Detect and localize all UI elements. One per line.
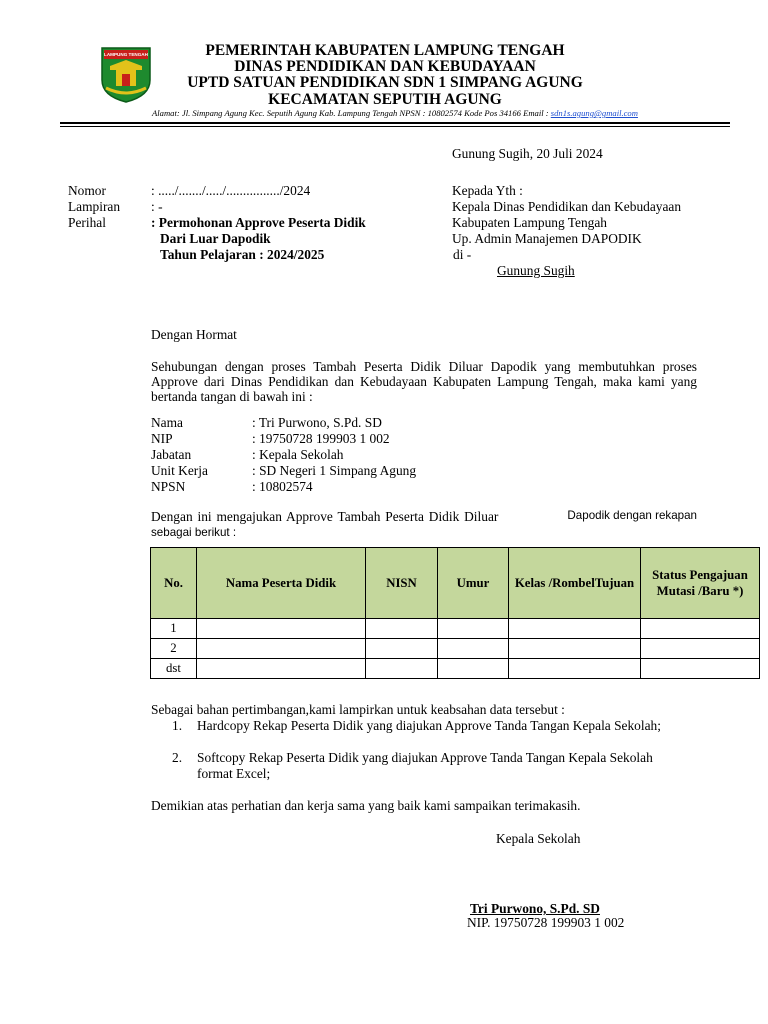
row-number: 1 (151, 619, 197, 639)
table-cell[interactable] (366, 619, 438, 639)
table-cell[interactable] (366, 659, 438, 679)
recipient-line-5: di - (453, 247, 472, 262)
date-line: Gunung Sugih, 20 Juli 2024 (452, 146, 603, 161)
header-nama: Nama Peserta Didik (197, 548, 366, 619)
table-cell[interactable] (641, 639, 760, 659)
lampiran-label: Lampiran (68, 199, 121, 214)
identity-value-nama: : Tri Purwono, S.Pd. SD (252, 415, 382, 430)
attachment-text: Softcopy Rekap Peserta Didik yang diajukan Approve Tanda Tangan Kepala Sekolah format Excel; (197, 750, 653, 781)
student-table (150, 547, 760, 679)
identity-value-npsn: : 10802574 (252, 479, 313, 494)
attachment-intro: Sebagai bahan pertimbangan,kami lampirkan untuk keabsahan data tersebut : (151, 702, 565, 717)
logo-caption: LAMPUNG TENGAH (104, 52, 148, 57)
identity-label-unit: Unit Kerja (151, 463, 208, 478)
signature-name: Tri Purwono, S.Pd. SD (470, 901, 600, 916)
recipient-line-6: Gunung Sugih (497, 263, 575, 278)
table-cell[interactable] (641, 619, 760, 639)
header-address (60, 108, 730, 118)
recipient-line-2: Kepala Dinas Pendidikan dan Kebudayaan (452, 199, 682, 214)
header-line-2: DINAS PENDIDIKAN DAN KEBUDAYAAN (234, 58, 536, 75)
signature-nip: NIP. 19750728 199903 1 002 (467, 915, 625, 930)
identity-label-jabatan: Jabatan (151, 447, 192, 462)
table-cell[interactable] (438, 619, 509, 639)
header-divider (60, 122, 730, 127)
attachment-number: 2. (172, 750, 183, 765)
header-nisn: NISN (366, 548, 438, 619)
attachment-number: 1. (172, 718, 183, 733)
header-status: Status Pengajuan Mutasi /Baru *) (641, 548, 760, 619)
perihal-value-1: : Permohonan Approve Peserta Didik (151, 215, 366, 230)
table-row (151, 659, 760, 679)
perihal-label: Perihal (68, 215, 106, 230)
recipient-line-1: Kepada Yth : (452, 183, 523, 198)
table-cell[interactable] (197, 639, 366, 659)
identity-value-jabatan: : Kepala Sekolah (252, 447, 344, 462)
header-kelas: Kelas /RombelTujuan (509, 548, 641, 619)
request-paragraph-1 (151, 509, 697, 525)
attachment-text: Hardcopy Rekap Peserta Didik yang diajukan Approve Tanda Tangan Kepala Sekolah; (197, 718, 661, 733)
table-cell[interactable] (197, 619, 366, 639)
header-umur: Umur (438, 548, 509, 619)
table-cell[interactable] (509, 639, 641, 659)
perihal-value-2: Dari Luar Dapodik (160, 231, 271, 246)
request-text-sans: Dapodik dengan rekapan (567, 509, 697, 522)
address-text: Alamat: Jl. Simpang Agung Kec. Seputih Agung Kab. Lampung Tengah NPSN : 10802574 Kode Pos 34166 Email : (152, 108, 549, 118)
recipient-line-4: Up. Admin Manajemen DAPODIK (452, 231, 642, 246)
identity-label-nip: NIP (151, 431, 173, 446)
table-cell[interactable] (366, 639, 438, 659)
table-header-row (151, 548, 760, 619)
nomor-value: : ...../......./...../................/2024 (151, 183, 311, 198)
greeting: Dengan Hormat (151, 327, 237, 342)
signature-title: Kepala Sekolah (496, 831, 581, 846)
header-line-4: KECAMATAN SEPUTIH AGUNG (268, 91, 502, 108)
identity-label-npsn: NPSN (151, 479, 186, 494)
row-number: dst (151, 659, 197, 679)
table-cell[interactable] (509, 659, 641, 679)
request-paragraph-2: sebagai berikut : (151, 526, 237, 539)
table-cell[interactable] (509, 619, 641, 639)
perihal-value-3: Tahun Pelajaran : 2024/2025 (160, 247, 325, 262)
identity-label-nama: Nama (151, 415, 183, 430)
email-link[interactable]: sdn1s.agung@gmail.com (550, 108, 638, 118)
header-line-3: UPTD SATUAN PENDIDIKAN SDN 1 SIMPANG AGUNG (187, 74, 583, 91)
row-number: 2 (151, 639, 197, 659)
nomor-label: Nomor (68, 183, 106, 198)
table-cell[interactable] (438, 639, 509, 659)
table-cell[interactable] (197, 659, 366, 679)
recipient-line-3: Kabupaten Lampung Tengah (452, 215, 607, 230)
table-row (151, 619, 760, 639)
table-cell[interactable] (641, 659, 760, 679)
request-text-serif: Dengan ini mengajukan Approve Tambah Peserta Didik Diluar (151, 509, 499, 524)
identity-value-nip: : 19750728 199903 1 002 (252, 431, 390, 446)
table-cell[interactable] (438, 659, 509, 679)
table-row (151, 639, 760, 659)
intro-paragraph: Sehubungan dengan proses Tambah Peserta Didik Diluar Dapodik yang membutuhkan proses Approve dari Dinas Pendidikan dan Kebudayaan Kabupaten Lampung Tengah, maka kami yang bertanda tangan di bawah ini : (151, 359, 697, 404)
identity-value-unit: : SD Negeri 1 Simpang Agung (252, 463, 417, 478)
header-no: No. (151, 548, 197, 619)
lampiran-value: : - (151, 199, 163, 214)
header-line-1: PEMERINTAH KABUPATEN LAMPUNG TENGAH (205, 42, 565, 59)
closing-sentence: Demikian atas perhatian dan kerja sama yang baik kami sampaikan terimakasih. (151, 798, 581, 813)
